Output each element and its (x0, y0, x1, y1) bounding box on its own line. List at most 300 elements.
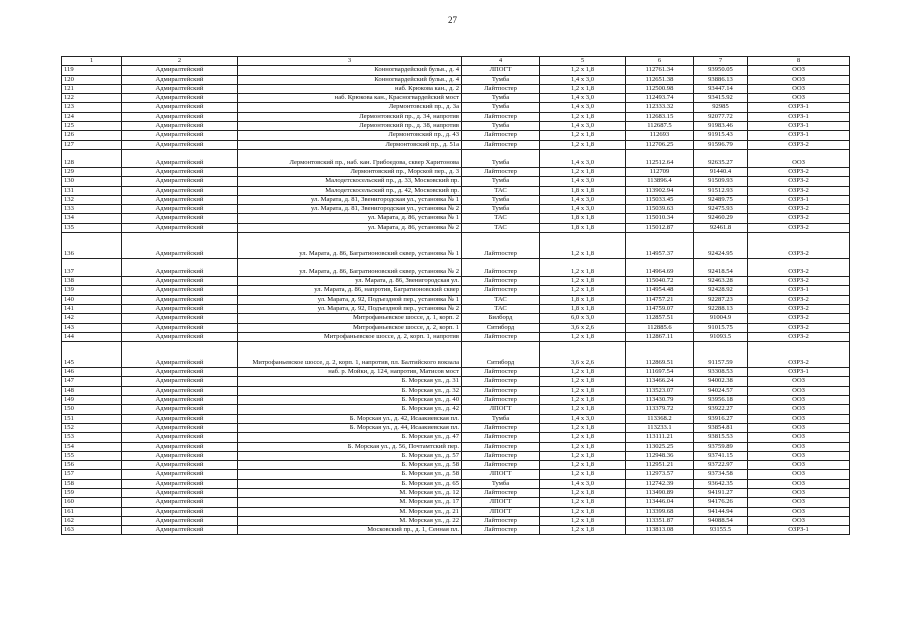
size-cell: 1,4 х 3,0 (540, 195, 626, 204)
row-number-cell: 146 (62, 368, 122, 377)
structure-type-cell: Лайтпостер (462, 167, 540, 176)
address-cell: Б. Морская ул., д. 40 (238, 396, 462, 405)
coordinate-y-cell: 92077.72 (694, 112, 748, 121)
table-row (62, 295, 850, 304)
row-number-cell: 159 (62, 488, 122, 497)
district-cell: Адмиралтейский (122, 149, 238, 167)
row-number-cell: 123 (62, 103, 122, 112)
structure-type-cell: ТАС (462, 186, 540, 195)
row-number-cell: 156 (62, 461, 122, 470)
structure-type-cell: ЛПОГТ (462, 498, 540, 507)
address-cell: Б. Морская ул., д. 44, Исаакиевская пл. (238, 423, 462, 432)
district-cell: Адмиралтейский (122, 304, 238, 313)
coordinate-y-cell: 91157.59 (694, 342, 748, 368)
coordinate-x-cell: 112742.39 (626, 479, 694, 488)
table-row (62, 84, 850, 93)
coordinate-x-cell: 112683.15 (626, 112, 694, 121)
coordinate-y-cell: 94191.27 (694, 488, 748, 497)
structure-type-cell: Тумба (462, 149, 540, 167)
address-cell: ул. Марата, д. 86, установка № 1 (238, 214, 462, 223)
address-cell: Лермонтовский пр., Морской пер., д. 3 (238, 167, 462, 176)
size-cell: 1,2 х 1,8 (540, 516, 626, 525)
zone-cell: ООЗ (748, 377, 850, 386)
zone-cell: ОЗРЗ-1 (748, 112, 850, 121)
row-number-cell: 126 (62, 131, 122, 140)
district-cell: Адмиралтейский (122, 122, 238, 131)
coordinate-y-cell: 93308.53 (694, 368, 748, 377)
table-row (62, 177, 850, 186)
address-cell: Митрофаньевское шоссе, д. 1, корп. 2 (238, 314, 462, 323)
table-row (62, 205, 850, 214)
row-number-cell: 155 (62, 451, 122, 460)
address-cell: Лермонтовский пр., наб. кан. Грибоедова, сквер Харитонова (238, 149, 462, 167)
table-row (62, 526, 850, 535)
coordinate-y-cell: 94088.54 (694, 516, 748, 525)
zone-cell: ООЗ (748, 479, 850, 488)
row-number-cell: 161 (62, 507, 122, 516)
table-row (62, 103, 850, 112)
coordinate-y-cell: 92424.95 (694, 233, 748, 259)
address-cell: Лермонтовский пр., д. 38, напротив (238, 122, 462, 131)
district-cell: Адмиралтейский (122, 103, 238, 112)
table-row (62, 461, 850, 470)
size-cell: 1,2 х 1,8 (540, 259, 626, 277)
zone-cell: ОЗРЗ-2 (748, 314, 850, 323)
structure-type-cell: Тумба (462, 122, 540, 131)
address-cell: М. Морская ул., д. 12 (238, 488, 462, 497)
zone-cell: ООЗ (748, 84, 850, 93)
size-cell: 1,2 х 1,8 (540, 396, 626, 405)
coordinate-x-cell: 113813.08 (626, 526, 694, 535)
coordinate-y-cell: 91015.75 (694, 323, 748, 332)
structure-type-cell: ЛПОГТ (462, 470, 540, 479)
structure-type-cell: Тумба (462, 103, 540, 112)
row-number-cell: 121 (62, 84, 122, 93)
row-number-cell: 145 (62, 342, 122, 368)
row-number-cell: 136 (62, 233, 122, 259)
table-row (62, 368, 850, 377)
zone-cell: ОЗРЗ-2 (748, 277, 850, 286)
district-cell: Адмиралтейский (122, 461, 238, 470)
address-cell: ул. Марата, д. 86, Звенигородская ул. (238, 277, 462, 286)
row-number-cell: 139 (62, 286, 122, 295)
district-cell: Адмиралтейский (122, 433, 238, 442)
coordinate-y-cell: 93956.18 (694, 396, 748, 405)
zone-cell: ООЗ (748, 414, 850, 423)
zone-cell: ООЗ (748, 442, 850, 451)
table-row (62, 423, 850, 432)
district-cell: Адмиралтейский (122, 451, 238, 460)
row-number-cell: 162 (62, 516, 122, 525)
address-cell: Лермонтовский пр., д. 3а (238, 103, 462, 112)
structure-type-cell: Тумба (462, 479, 540, 488)
district-cell: Адмиралтейский (122, 423, 238, 432)
zone-cell: ОЗРЗ-2 (748, 177, 850, 186)
structure-type-cell: Тумба (462, 205, 540, 214)
coordinate-x-cell: 112687.5 (626, 122, 694, 131)
size-cell: 1,2 х 1,8 (540, 233, 626, 259)
address-cell: Лермонтовский пр., д. 51а (238, 140, 462, 149)
coordinate-x-cell: 113896.4 (626, 177, 694, 186)
column-number: 7 (694, 57, 748, 66)
coordinate-y-cell: 91915.43 (694, 131, 748, 140)
coordinate-x-cell: 112333.32 (626, 103, 694, 112)
zone-cell: ОЗРЗ-2 (748, 342, 850, 368)
district-cell: Адмиралтейский (122, 479, 238, 488)
size-cell: 1,4 х 3,0 (540, 94, 626, 103)
row-number-cell: 150 (62, 405, 122, 414)
table-row (62, 122, 850, 131)
coordinate-x-cell: 115039.63 (626, 205, 694, 214)
coordinate-y-cell: 93759.89 (694, 442, 748, 451)
zone-cell: ООЗ (748, 433, 850, 442)
address-cell: Б. Морская ул., д. 58 (238, 470, 462, 479)
structure-type-cell: Лайтпостер (462, 131, 540, 140)
address-cell: ул. Марата, д. 86, Багратионовский сквер, установка № 1 (238, 233, 462, 259)
structure-type-cell: Тумба (462, 177, 540, 186)
district-cell: Адмиралтейский (122, 186, 238, 195)
structure-type-cell: Тумба (462, 75, 540, 84)
coordinate-x-cell: 114759.07 (626, 304, 694, 313)
row-number-cell: 137 (62, 259, 122, 277)
zone-cell: ОЗРЗ-1 (748, 526, 850, 535)
coordinate-y-cell: 92418.54 (694, 259, 748, 277)
coordinate-x-cell: 112493.74 (626, 94, 694, 103)
zone-cell: ООЗ (748, 498, 850, 507)
structure-type-cell: Лайтпостер (462, 526, 540, 535)
structure-type-cell: Лайтпостер (462, 451, 540, 460)
district-cell: Адмиралтейский (122, 332, 238, 341)
coordinate-x-cell: 114964.69 (626, 259, 694, 277)
table-row (62, 304, 850, 313)
row-number-cell: 129 (62, 167, 122, 176)
coordinate-y-cell: 92635.27 (694, 149, 748, 167)
size-cell: 1,2 х 1,8 (540, 507, 626, 516)
table-row (62, 332, 850, 341)
district-cell: Адмиралтейский (122, 414, 238, 423)
table-row (62, 223, 850, 232)
table-row (62, 433, 850, 442)
district-cell: Адмиралтейский (122, 84, 238, 93)
size-cell: 1,4 х 3,0 (540, 149, 626, 167)
table-row (62, 516, 850, 525)
address-cell: Б. Морская ул., д. 42 (238, 405, 462, 414)
address-cell: Конногвардейский бульв., д. 4 (238, 66, 462, 75)
zone-cell: ОЗРЗ-1 (748, 122, 850, 131)
size-cell: 1,8 х 1,8 (540, 223, 626, 232)
size-cell: 1,2 х 1,8 (540, 488, 626, 497)
table-row (62, 507, 850, 516)
size-cell: 1,2 х 1,8 (540, 131, 626, 140)
column-number: 1 (62, 57, 122, 66)
coordinate-y-cell: 93447.14 (694, 84, 748, 93)
size-cell: 1,4 х 3,0 (540, 205, 626, 214)
row-number-cell: 149 (62, 396, 122, 405)
coordinate-y-cell: 93922.27 (694, 405, 748, 414)
coordinate-y-cell: 91093.5 (694, 332, 748, 341)
address-cell: Б. Морская ул., д. 47 (238, 433, 462, 442)
coordinate-x-cell: 113430.79 (626, 396, 694, 405)
table-row (62, 112, 850, 121)
address-cell: М. Морская ул., д. 17 (238, 498, 462, 507)
zone-cell: ОЗРЗ-1 (748, 368, 850, 377)
coordinate-x-cell: 115012.87 (626, 223, 694, 232)
coordinate-y-cell: 93415.92 (694, 94, 748, 103)
address-cell: Конногвардейский бульв., д. 4 (238, 75, 462, 84)
address-cell: наб. р. Мойки, д. 124, напротив, Матисов мост (238, 368, 462, 377)
coordinate-y-cell: 93916.27 (694, 414, 748, 423)
size-cell: 1,2 х 1,8 (540, 498, 626, 507)
structure-type-cell: Лайтпостер (462, 461, 540, 470)
coordinate-x-cell: 112651.38 (626, 75, 694, 84)
table-row (62, 470, 850, 479)
row-number-cell: 130 (62, 177, 122, 186)
table-row (62, 277, 850, 286)
zone-cell: ООЗ (748, 423, 850, 432)
table-row (62, 131, 850, 140)
size-cell: 1,2 х 1,8 (540, 470, 626, 479)
ad-placements-table (61, 56, 850, 535)
district-cell: Адмиралтейский (122, 286, 238, 295)
structure-type-cell: Лайтпостер (462, 286, 540, 295)
district-cell: Адмиралтейский (122, 323, 238, 332)
coordinate-x-cell: 113233.1 (626, 423, 694, 432)
address-cell: Митрофаньевское шоссе, д. 2, корп. 1 (238, 323, 462, 332)
table-row (62, 414, 850, 423)
size-cell: 1,2 х 1,8 (540, 526, 626, 535)
size-cell: 1,2 х 1,8 (540, 286, 626, 295)
district-cell: Адмиралтейский (122, 177, 238, 186)
coordinate-x-cell: 113379.72 (626, 405, 694, 414)
structure-type-cell: ЛПОГТ (462, 66, 540, 75)
table-row (62, 259, 850, 277)
zone-cell: ОЗРЗ-1 (748, 103, 850, 112)
zone-cell: ООЗ (748, 461, 850, 470)
table-row (62, 498, 850, 507)
size-cell: 1,8 х 1,8 (540, 214, 626, 223)
coordinate-y-cell: 91596.79 (694, 140, 748, 149)
structure-type-cell: Тумба (462, 414, 540, 423)
address-cell: наб. Крюкова кан., Красногвардейский мост (238, 94, 462, 103)
district-cell: Адмиралтейский (122, 377, 238, 386)
structure-type-cell: ЛПОГТ (462, 507, 540, 516)
district-cell: Адмиралтейский (122, 214, 238, 223)
district-cell: Адмиралтейский (122, 223, 238, 232)
coordinate-x-cell: 113351.87 (626, 516, 694, 525)
row-number-cell: 140 (62, 295, 122, 304)
structure-type-cell: Лайтпостер (462, 277, 540, 286)
zone-cell: ООЗ (748, 149, 850, 167)
district-cell: Адмиралтейский (122, 131, 238, 140)
table-row (62, 405, 850, 414)
size-cell: 1,2 х 1,8 (540, 423, 626, 432)
row-number-cell: 134 (62, 214, 122, 223)
row-number-cell: 152 (62, 423, 122, 432)
address-cell: ул. Марата, д. 86, напротив, Багратионовский сквер (238, 286, 462, 295)
zone-cell: ОЗРЗ-1 (748, 195, 850, 204)
row-number-cell: 128 (62, 149, 122, 167)
zone-cell: ОЗРЗ-2 (748, 205, 850, 214)
coordinate-y-cell: 93741.15 (694, 451, 748, 460)
coordinate-y-cell: 91004.9 (694, 314, 748, 323)
zone-cell: ОЗРЗ-2 (748, 332, 850, 341)
row-number-cell: 148 (62, 386, 122, 395)
coordinate-y-cell: 91983.46 (694, 122, 748, 131)
coordinate-y-cell: 94002.38 (694, 377, 748, 386)
coordinate-x-cell: 115010.34 (626, 214, 694, 223)
zone-cell: ОЗРЗ-2 (748, 295, 850, 304)
coordinate-x-cell: 113399.68 (626, 507, 694, 516)
row-number-cell: 144 (62, 332, 122, 341)
table-row (62, 386, 850, 395)
coordinate-x-cell: 111697.54 (626, 368, 694, 377)
coordinate-y-cell: 93734.58 (694, 470, 748, 479)
zone-cell: ООЗ (748, 75, 850, 84)
table-row (62, 214, 850, 223)
coordinate-y-cell: 94176.26 (694, 498, 748, 507)
zone-cell: ООЗ (748, 516, 850, 525)
row-number-cell: 119 (62, 66, 122, 75)
row-number-cell: 132 (62, 195, 122, 204)
structure-type-cell: Лайтпостер (462, 233, 540, 259)
coordinate-x-cell: 113466.24 (626, 377, 694, 386)
coordinate-x-cell: 113025.25 (626, 442, 694, 451)
structure-type-cell: Лайтпостер (462, 442, 540, 451)
district-cell: Адмиралтейский (122, 314, 238, 323)
row-number-cell: 120 (62, 75, 122, 84)
district-cell: Адмиралтейский (122, 112, 238, 121)
address-cell: М. Морская ул., д. 21 (238, 507, 462, 516)
table-row (62, 140, 850, 149)
district-cell: Адмиралтейский (122, 205, 238, 214)
table-row (62, 451, 850, 460)
address-cell: Б. Морская ул., д. 65 (238, 479, 462, 488)
row-number-cell: 157 (62, 470, 122, 479)
structure-type-cell: Лайтпостер (462, 332, 540, 341)
row-number-cell: 147 (62, 377, 122, 386)
row-number-cell: 151 (62, 414, 122, 423)
address-cell: Митрофаньевское шоссе, д. 2, корп. 1, напротив (238, 332, 462, 341)
zone-cell: ОЗРЗ-2 (748, 223, 850, 232)
table-row (62, 149, 850, 167)
coordinate-x-cell: 112885.6 (626, 323, 694, 332)
row-number-cell: 154 (62, 442, 122, 451)
district-cell: Адмиралтейский (122, 498, 238, 507)
district-cell: Адмиралтейский (122, 167, 238, 176)
structure-type-cell: ТАС (462, 223, 540, 232)
coordinate-x-cell: 112948.36 (626, 451, 694, 460)
table-row (62, 94, 850, 103)
coordinate-x-cell: 112867.11 (626, 332, 694, 341)
district-cell: Адмиралтейский (122, 405, 238, 414)
table-row (62, 186, 850, 195)
structure-type-cell: Лайтпостер (462, 259, 540, 277)
table-row (62, 314, 850, 323)
structure-type-cell: Лайтпостер (462, 386, 540, 395)
zone-cell: ОЗРЗ-2 (748, 323, 850, 332)
address-cell: Малодетскосельский пр., д. 33, Московский пр. (238, 177, 462, 186)
address-cell: Б. Морская ул., д. 57 (238, 451, 462, 460)
coordinate-y-cell: 93722.97 (694, 461, 748, 470)
size-cell: 1,2 х 1,8 (540, 277, 626, 286)
zone-cell: ОЗРЗ-1 (748, 131, 850, 140)
size-cell: 1,2 х 1,8 (540, 167, 626, 176)
district-cell: Адмиралтейский (122, 66, 238, 75)
zone-cell: ОЗРЗ-2 (748, 186, 850, 195)
address-cell: Лермонтовский пр., д. 34, напротив (238, 112, 462, 121)
coordinate-x-cell: 112857.51 (626, 314, 694, 323)
coordinate-y-cell: 93886.13 (694, 75, 748, 84)
table-row (62, 377, 850, 386)
district-cell: Адмиралтейский (122, 488, 238, 497)
table-row (62, 195, 850, 204)
zone-cell: ООЗ (748, 451, 850, 460)
table-row (62, 442, 850, 451)
address-cell: ул. Марата, д. 92, Подъездной пер., установка № 2 (238, 304, 462, 313)
table-row (62, 479, 850, 488)
address-cell: ул. Марата, д. 92, Подъездной пер., установка № 1 (238, 295, 462, 304)
size-cell: 6,0 х 3,0 (540, 314, 626, 323)
table-row (62, 66, 850, 75)
coordinate-x-cell: 114957.37 (626, 233, 694, 259)
column-number: 8 (748, 57, 850, 66)
column-number: 5 (540, 57, 626, 66)
coordinate-x-cell: 112973.57 (626, 470, 694, 479)
coordinate-y-cell: 92287.23 (694, 295, 748, 304)
structure-type-cell: ТАС (462, 295, 540, 304)
address-cell: Б. Морская ул., д. 56, Почтамтский пер. (238, 442, 462, 451)
structure-type-cell: ЛПОГТ (462, 405, 540, 414)
row-number-cell: 153 (62, 433, 122, 442)
size-cell: 1,8 х 1,8 (540, 186, 626, 195)
row-number-cell: 163 (62, 526, 122, 535)
zone-cell: ООЗ (748, 488, 850, 497)
row-number-cell: 158 (62, 479, 122, 488)
coordinate-x-cell: 113446.04 (626, 498, 694, 507)
zone-cell: ОЗРЗ-2 (748, 259, 850, 277)
district-cell: Адмиралтейский (122, 94, 238, 103)
district-cell: Адмиралтейский (122, 442, 238, 451)
structure-type-cell: Ситиборд (462, 342, 540, 368)
coordinate-x-cell: 112500.98 (626, 84, 694, 93)
coordinate-y-cell: 92460.29 (694, 214, 748, 223)
size-cell: 1,8 х 1,8 (540, 304, 626, 313)
column-number-row (62, 57, 850, 66)
address-cell: Московский пр., д. 1, Сенная пл. (238, 526, 462, 535)
structure-type-cell: Тумба (462, 195, 540, 204)
row-number-cell: 127 (62, 140, 122, 149)
size-cell: 1,4 х 3,0 (540, 414, 626, 423)
coordinate-y-cell: 92489.75 (694, 195, 748, 204)
size-cell: 1,2 х 1,8 (540, 332, 626, 341)
coordinate-x-cell: 115040.72 (626, 277, 694, 286)
coordinate-x-cell: 114757.21 (626, 295, 694, 304)
structure-type-cell: Лайтпостер (462, 488, 540, 497)
coordinate-y-cell: 91509.93 (694, 177, 748, 186)
zone-cell: ООЗ (748, 405, 850, 414)
address-cell: Лермонтовский пр., д. 43 (238, 131, 462, 140)
size-cell: 1,2 х 1,8 (540, 461, 626, 470)
row-number-cell: 141 (62, 304, 122, 313)
column-number: 4 (462, 57, 540, 66)
structure-type-cell: ТАС (462, 304, 540, 313)
column-number: 3 (238, 57, 462, 66)
coordinate-y-cell: 94024.57 (694, 386, 748, 395)
zone-cell: ОЗРЗ-2 (748, 233, 850, 259)
size-cell: 1,2 х 1,8 (540, 84, 626, 93)
address-cell: Б. Морская ул., д. 32 (238, 386, 462, 395)
address-cell: ул. Марата, д. 81, Звенигородская ул., установка № 1 (238, 195, 462, 204)
